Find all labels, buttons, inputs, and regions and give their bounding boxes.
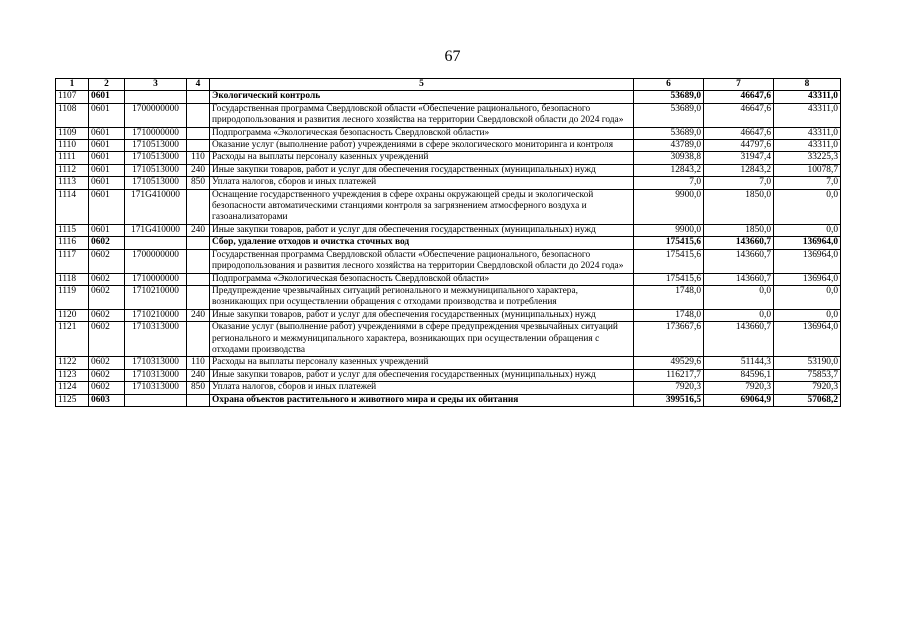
row-number: 1112 xyxy=(56,164,89,176)
amount-col-7: 51144,3 xyxy=(704,357,774,369)
amount-col-8: 136964,0 xyxy=(774,273,841,285)
section-code: 0603 xyxy=(89,394,125,406)
amount-col-7: 143660,7 xyxy=(704,249,774,273)
section-code: 0601 xyxy=(89,140,125,152)
expense-type-code: 110 xyxy=(187,152,210,164)
amount-col-7: 12843,2 xyxy=(704,164,774,176)
amount-col-7: 0,0 xyxy=(704,309,774,321)
section-code: 0601 xyxy=(89,189,125,224)
row-number: 1113 xyxy=(56,177,89,189)
expense-type-code: 240 xyxy=(187,224,210,236)
amount-col-8: 0,0 xyxy=(774,285,841,309)
amount-col-8: 0,0 xyxy=(774,189,841,224)
amount-col-6: 7,0 xyxy=(634,177,704,189)
item-name: Подпрограмма «Экологическая безопасность Свердловской области» xyxy=(210,127,634,139)
amount-col-6: 175415,6 xyxy=(634,237,704,249)
item-name: Экологический контроль xyxy=(210,91,634,103)
table-row xyxy=(56,237,841,249)
amount-col-7: 46647,6 xyxy=(704,91,774,103)
item-name: Подпрограмма «Экологическая безопасность Свердловской области» xyxy=(210,273,634,285)
row-number: 1116 xyxy=(56,237,89,249)
row-number: 1125 xyxy=(56,394,89,406)
target-article-code: 1710210000 xyxy=(125,309,187,321)
target-article-code xyxy=(125,237,187,249)
row-number: 1115 xyxy=(56,224,89,236)
expense-type-code xyxy=(187,127,210,139)
row-number: 1121 xyxy=(56,322,89,357)
amount-col-7: 0,0 xyxy=(704,285,774,309)
amount-col-8: 136964,0 xyxy=(774,322,841,357)
item-name: Государственная программа Свердловской области «Обеспечение рационального, безопасного природопользования и развития лесного хозяйства на территории Свердловской области до 2024 года» xyxy=(210,103,634,127)
section-code: 0602 xyxy=(89,382,125,394)
target-article-code xyxy=(125,91,187,103)
section-code: 0602 xyxy=(89,357,125,369)
budget-table xyxy=(55,78,841,407)
expense-type-code: 240 xyxy=(187,309,210,321)
section-code: 0601 xyxy=(89,224,125,236)
row-number: 1123 xyxy=(56,369,89,381)
table-row xyxy=(56,177,841,189)
target-article-code: 171G410000 xyxy=(125,224,187,236)
amount-col-6: 1748,0 xyxy=(634,309,704,321)
section-code: 0602 xyxy=(89,309,125,321)
amount-col-7: 143660,7 xyxy=(704,322,774,357)
row-number: 1108 xyxy=(56,103,89,127)
amount-col-7: 1850,0 xyxy=(704,189,774,224)
section-code: 0601 xyxy=(89,127,125,139)
amount-col-8: 43311,0 xyxy=(774,140,841,152)
item-name: Иные закупки товаров, работ и услуг для обеспечения государственных (муниципальных) нужд xyxy=(210,224,634,236)
expense-type-code: 110 xyxy=(187,357,210,369)
header-col-2: 2 xyxy=(89,79,125,91)
amount-col-8: 136964,0 xyxy=(774,249,841,273)
amount-col-8: 136964,0 xyxy=(774,237,841,249)
expense-type-code xyxy=(187,394,210,406)
expense-type-code xyxy=(187,140,210,152)
table-row xyxy=(56,322,841,357)
header-col-5: 5 xyxy=(210,79,634,91)
item-name: Иные закупки товаров, работ и услуг для обеспечения государственных (муниципальных) нужд xyxy=(210,164,634,176)
amount-col-8: 75853,7 xyxy=(774,369,841,381)
amount-col-6: 53689,0 xyxy=(634,103,704,127)
target-article-code: 1710313000 xyxy=(125,382,187,394)
target-article-code: 1710313000 xyxy=(125,369,187,381)
table-row xyxy=(56,103,841,127)
amount-col-6: 173667,6 xyxy=(634,322,704,357)
header-col-7: 7 xyxy=(704,79,774,91)
amount-col-8: 7920,3 xyxy=(774,382,841,394)
item-name: Уплата налогов, сборов и иных платежей xyxy=(210,177,634,189)
item-name: Уплата налогов, сборов и иных платежей xyxy=(210,382,634,394)
expense-type-code xyxy=(187,103,210,127)
amount-col-8: 43311,0 xyxy=(774,103,841,127)
amount-col-7: 7,0 xyxy=(704,177,774,189)
amount-col-8: 43311,0 xyxy=(774,91,841,103)
target-article-code: 1710000000 xyxy=(125,273,187,285)
row-number: 1114 xyxy=(56,189,89,224)
expense-type-code: 240 xyxy=(187,164,210,176)
amount-col-7: 143660,7 xyxy=(704,273,774,285)
header-col-3: 3 xyxy=(125,79,187,91)
item-name: Охрана объектов растительного и животного мира и среды их обитания xyxy=(210,394,634,406)
amount-col-6: 116217,7 xyxy=(634,369,704,381)
amount-col-8: 57068,2 xyxy=(774,394,841,406)
amount-col-7: 1850,0 xyxy=(704,224,774,236)
amount-col-8: 0,0 xyxy=(774,224,841,236)
section-code: 0601 xyxy=(89,164,125,176)
expense-type-code: 850 xyxy=(187,382,210,394)
section-code: 0601 xyxy=(89,91,125,103)
amount-col-7: 84596,1 xyxy=(704,369,774,381)
page-number: 67 xyxy=(444,48,461,65)
table-row xyxy=(56,309,841,321)
row-number: 1120 xyxy=(56,309,89,321)
header-col-4: 4 xyxy=(187,79,210,91)
amount-col-7: 143660,7 xyxy=(704,237,774,249)
row-number: 1107 xyxy=(56,91,89,103)
expense-type-code xyxy=(187,91,210,103)
target-article-code: 1710513000 xyxy=(125,164,187,176)
amount-col-8: 0,0 xyxy=(774,309,841,321)
amount-col-7: 69064,9 xyxy=(704,394,774,406)
expense-type-code xyxy=(187,322,210,357)
table-row xyxy=(56,273,841,285)
target-article-code: 1710513000 xyxy=(125,152,187,164)
row-number: 1117 xyxy=(56,249,89,273)
target-article-code: 1710513000 xyxy=(125,177,187,189)
header-row xyxy=(56,79,841,91)
item-name: Оказание услуг (выполнение работ) учреждениями в сфере экологического мониторинга и контроля xyxy=(210,140,634,152)
amount-col-6: 53689,0 xyxy=(634,91,704,103)
amount-col-6: 175415,6 xyxy=(634,249,704,273)
section-code: 0601 xyxy=(89,152,125,164)
expense-type-code xyxy=(187,189,210,224)
expense-type-code xyxy=(187,273,210,285)
section-code: 0601 xyxy=(89,177,125,189)
table-row xyxy=(56,357,841,369)
amount-col-6: 30938,8 xyxy=(634,152,704,164)
section-code: 0601 xyxy=(89,103,125,127)
table-row xyxy=(56,382,841,394)
table-row xyxy=(56,152,841,164)
item-name: Расходы на выплаты персоналу казенных учреждений xyxy=(210,152,634,164)
item-name: Оказание услуг (выполнение работ) учреждениями в сфере предупреждения чрезвычайных ситуаций регионального и межмуниципального характера, возникающих при осуществлении обращения с отходами производства xyxy=(210,322,634,357)
table-row xyxy=(56,224,841,236)
expense-type-code xyxy=(187,285,210,309)
table-row xyxy=(56,369,841,381)
amount-col-7: 7920,3 xyxy=(704,382,774,394)
row-number: 1122 xyxy=(56,357,89,369)
item-name: Предупреждение чрезвычайных ситуаций регионального и межмуниципального характера, возникающих при осуществлении обращения с отходами производства и потребления xyxy=(210,285,634,309)
target-article-code: 1710000000 xyxy=(125,127,187,139)
amount-col-6: 43789,0 xyxy=(634,140,704,152)
amount-col-6: 1748,0 xyxy=(634,285,704,309)
target-article-code: 1710210000 xyxy=(125,285,187,309)
amount-col-7: 31947,4 xyxy=(704,152,774,164)
header-col-1: 1 xyxy=(56,79,89,91)
section-code: 0602 xyxy=(89,285,125,309)
amount-col-8: 10078,7 xyxy=(774,164,841,176)
item-name: Государственная программа Свердловской области «Обеспечение рационального, безопасного природопользования и развития лесного хозяйства на территории Свердловской области до 2024 года» xyxy=(210,249,634,273)
amount-col-8: 43311,0 xyxy=(774,127,841,139)
expense-type-code xyxy=(187,237,210,249)
item-name: Расходы на выплаты персоналу казенных учреждений xyxy=(210,357,634,369)
section-code: 0602 xyxy=(89,237,125,249)
table-row xyxy=(56,164,841,176)
expense-type-code: 850 xyxy=(187,177,210,189)
section-code: 0602 xyxy=(89,369,125,381)
row-number: 1118 xyxy=(56,273,89,285)
expense-type-code: 240 xyxy=(187,369,210,381)
row-number: 1111 xyxy=(56,152,89,164)
amount-col-6: 9900,0 xyxy=(634,224,704,236)
amount-col-6: 399516,5 xyxy=(634,394,704,406)
table-body xyxy=(56,91,841,407)
section-code: 0602 xyxy=(89,249,125,273)
target-article-code: 1700000000 xyxy=(125,103,187,127)
table-row xyxy=(56,394,841,406)
amount-col-6: 7920,3 xyxy=(634,382,704,394)
amount-col-7: 44797,6 xyxy=(704,140,774,152)
amount-col-8: 53190,0 xyxy=(774,357,841,369)
amount-col-6: 9900,0 xyxy=(634,189,704,224)
amount-col-7: 46647,6 xyxy=(704,127,774,139)
amount-col-6: 49529,6 xyxy=(634,357,704,369)
amount-col-6: 12843,2 xyxy=(634,164,704,176)
table-row xyxy=(56,285,841,309)
item-name: Оснащение государственного учреждения в сфере охраны окружающей среды и экологической безопасности автоматическими станциями контроля за загрязнением атмосферного воздуха и газоанализаторами xyxy=(210,189,634,224)
item-name: Иные закупки товаров, работ и услуг для обеспечения государственных (муниципальных) нужд xyxy=(210,369,634,381)
item-name: Сбор, удаление отходов и очистка сточных вод xyxy=(210,237,634,249)
target-article-code: 1710513000 xyxy=(125,140,187,152)
table-row xyxy=(56,91,841,103)
target-article-code: 171G410000 xyxy=(125,189,187,224)
amount-col-6: 175415,6 xyxy=(634,273,704,285)
table-row xyxy=(56,249,841,273)
section-code: 0602 xyxy=(89,322,125,357)
row-number: 1109 xyxy=(56,127,89,139)
expense-type-code xyxy=(187,249,210,273)
target-article-code: 1700000000 xyxy=(125,249,187,273)
table-row xyxy=(56,127,841,139)
amount-col-8: 33225,3 xyxy=(774,152,841,164)
amount-col-7: 46647,6 xyxy=(704,103,774,127)
table-row xyxy=(56,140,841,152)
header-col-8: 8 xyxy=(774,79,841,91)
table-row xyxy=(56,189,841,224)
section-code: 0602 xyxy=(89,273,125,285)
row-number: 1110 xyxy=(56,140,89,152)
item-name: Иные закупки товаров, работ и услуг для обеспечения государственных (муниципальных) нужд xyxy=(210,309,634,321)
header-col-6: 6 xyxy=(634,79,704,91)
target-article-code: 1710313000 xyxy=(125,322,187,357)
target-article-code xyxy=(125,394,187,406)
amount-col-6: 53689,0 xyxy=(634,127,704,139)
amount-col-8: 7,0 xyxy=(774,177,841,189)
row-number: 1124 xyxy=(56,382,89,394)
row-number: 1119 xyxy=(56,285,89,309)
target-article-code: 1710313000 xyxy=(125,357,187,369)
